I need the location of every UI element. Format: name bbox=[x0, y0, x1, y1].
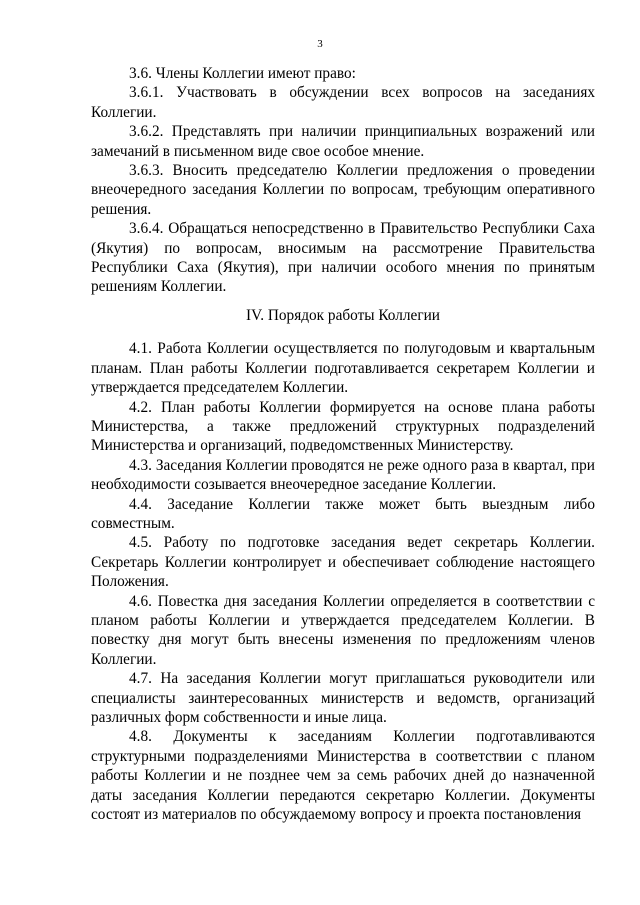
clause-4-6: 4.6. Повестка дня заседания Коллегии определяется в соответствии с планом работы Коллегии и утверждается председателем Коллегии. В повестку дня могут быть внесены изменения по предложениям членов Коллегии. bbox=[91, 592, 595, 668]
clause-4-5: 4.5. Работу по подготовке заседания ведет секретарь Коллегии. Секретарь Коллегии контролирует и обеспечивает соблюдение настоящего Положения. bbox=[91, 534, 595, 591]
clause-4-4: 4.4. Заседание Коллегии также может быть выездным либо совместным. bbox=[91, 495, 595, 532]
clause-4-1: 4.1. Работа Коллегии осуществляется по полугодовым и квартальным планам. План работы Коллегии подготавливается секретарем Коллегии и утверждается председателем Коллегии. bbox=[91, 340, 595, 397]
clause-4-2: 4.2. План работы Коллегии формируется на основе плана работы Министерства, а также предложений структурных подразделений Министерства и организаций, подведомственных Министерству. bbox=[91, 398, 595, 455]
page-body bbox=[91, 64, 595, 824]
clause-4-3: 4.3. Заседания Коллегии проводятся не реже одного раза в квартал, при необходимости созывается внеочередное заседание Коллегии. bbox=[91, 456, 595, 494]
clause-3-6-1: 3.6.1. Участвовать в обсуждении всех вопросов на заседаниях Коллегии. bbox=[91, 84, 595, 121]
clause-4-7: 4.7. На заседания Коллегии могут приглашаться руководители или специалисты заинтересованных министерств и ведомств, организаций различных форм собственности и иные лица. bbox=[91, 670, 595, 726]
clause-3-6-4: 3.6.4. Обращаться непосредственно в Правительство Республики Саха (Якутия) по вопросам, вносимым на рассмотрение Правительства Республики Саха (Якутия), при наличии особого мнения по принятым решениям Коллегии. bbox=[91, 220, 595, 296]
clause-3-6: 3.6. Члены Коллегии имеют право: bbox=[129, 65, 356, 82]
clause-3-6-2: 3.6.2. Представлять при наличии принципиальных возражений или замечаний в письменном виде свое особое мнение. bbox=[91, 123, 595, 160]
section-heading: IV. Порядок работы Коллегии bbox=[246, 306, 440, 324]
page-number: 3 bbox=[317, 38, 323, 50]
clause-4-8: 4.8. Документы к заседаниям Коллегии подготавливаются структурными подразделениями Министерства в соответствии с планом работы Коллегии и не позднее чем за семь рабочих дней до назначенной даты заседания Коллегии передаются секретарю Коллегии. Документы состоят из материалов по обсуждаемому вопросу и проекта постановления bbox=[91, 728, 595, 824]
clause-3-6-3: 3.6.3. Вносить председателю Коллегии предложения о проведении внеочередного заседания Коллегии по вопросам, требующим оперативного решения. bbox=[91, 162, 595, 218]
